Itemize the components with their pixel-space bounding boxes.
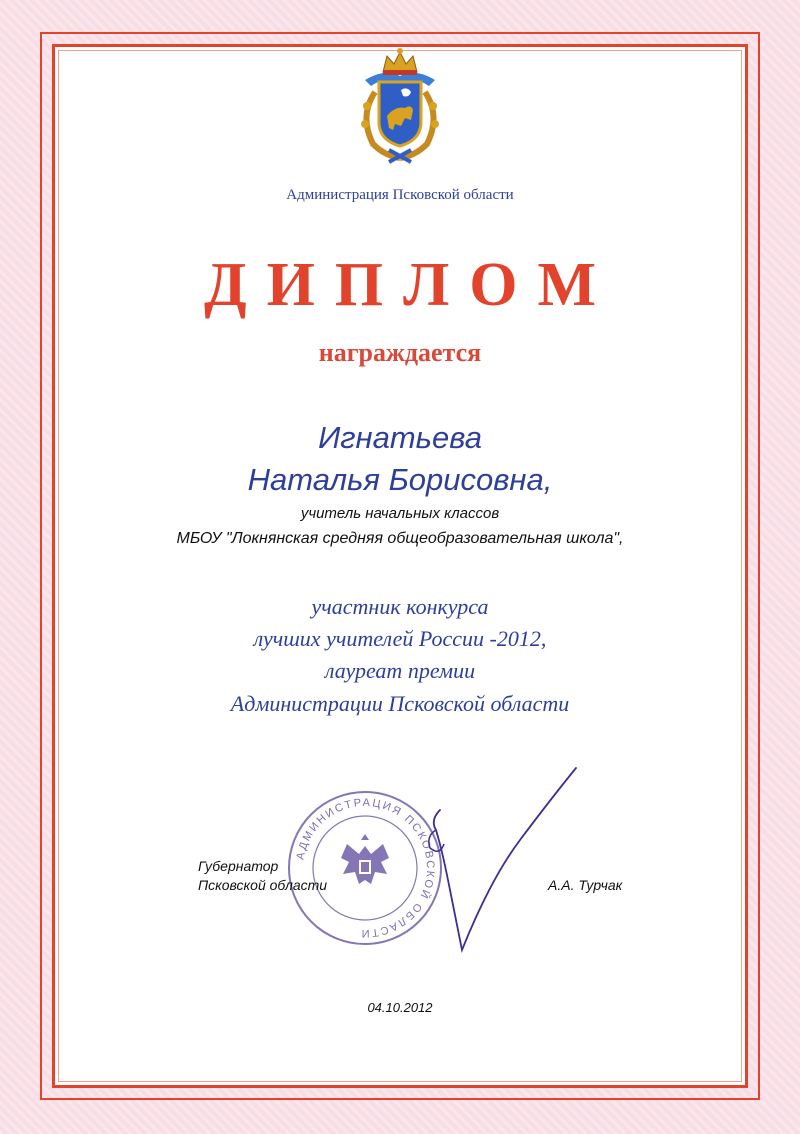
recipient-position: учитель начальных классов: [300, 505, 500, 522]
handwritten-signature-icon: [400, 760, 590, 960]
issue-date: 04.10.2012: [367, 1000, 433, 1015]
pskov-oblast-coat-of-arms-icon: [345, 46, 455, 166]
description-line: участник конкурса: [311, 594, 489, 619]
description-line: лучших учителей России -2012,: [253, 626, 547, 651]
issuing-authority: Администрация Псковской области: [286, 187, 514, 203]
recipient-surname: Игнатьева: [318, 420, 482, 455]
description-line: Администрации Псковской области: [230, 691, 570, 716]
signatory-title-line1: Губернатор: [198, 858, 279, 874]
recipient-school: МБОУ "Локнянская средняя общеобразовательная школа",: [176, 530, 624, 547]
stamp-lettering: АДМИНИСТРАЦИЯ ПСКОВСКОЙ ОБЛАСТИ: [294, 796, 437, 940]
recipient-given-names: Наталья Борисовна,: [247, 462, 553, 497]
signatory-name: А.А. Турчак: [548, 877, 623, 893]
diploma-title: ДИПЛОМ: [203, 251, 617, 319]
awarded-label: награждается: [318, 338, 482, 367]
description-line: лауреат премии: [324, 658, 476, 683]
signatory-title-line2: Псковской области: [198, 877, 328, 893]
